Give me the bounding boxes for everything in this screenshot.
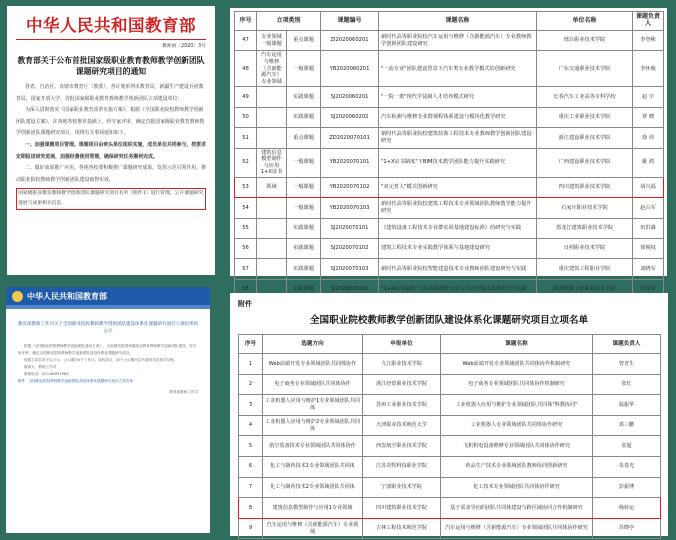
table-cell <box>257 239 287 259</box>
header-cell: 单位名称 <box>537 12 633 31</box>
table-cell: 55 <box>235 218 257 238</box>
table-cell: YB2020070101 <box>321 148 379 177</box>
table-cell: SJ2020070102 <box>321 239 379 259</box>
table-cell: 杨转运 <box>593 498 661 519</box>
notice-title: 教育部关于公布首批国家级职业教育教师教学创新团队课题研究项目的通知 <box>17 56 205 76</box>
header-cell: 课题名称 <box>441 335 593 354</box>
table-cell: ZI2020060201 <box>321 31 379 51</box>
table-cell: SJ2020070101 <box>321 218 379 238</box>
approval-list-panel <box>230 293 668 536</box>
table-cell: 胡兴福 <box>633 177 664 197</box>
table-cell: 工业机器人应用与维护2专业领域团队共同体 <box>263 415 363 436</box>
attachment-label: 附件 <box>238 300 252 308</box>
table-cell: 陕西铁路工程职业技术学院 <box>537 279 633 299</box>
notice-paragraph: 为深入贯彻落实《国家职业教育改革实施方案》，根据《全国职业院校教师教学创新团队建设方案》，在各地各校推荐基础上，经专家评审，确定首批国家级职业教育教师教学创新团队课题研究项目，现将有关事项通知如下。 <box>16 107 205 137</box>
table-cell: 张超 <box>593 436 661 457</box>
site-name: 中华人民共和国教育部 <box>27 291 107 301</box>
table-cell: 飞机机电设备维修专业领域团队共同体协作研究 <box>441 436 593 457</box>
project-table <box>234 11 664 300</box>
table-cell: SJ2020070201 <box>321 279 379 299</box>
header-cell: 选题方向 <box>263 335 363 354</box>
table-cell: 汽车运用与维修（含新能源汽车）专业领域团队共同体协作研究 <box>441 518 593 539</box>
table-row <box>235 218 664 238</box>
table-cell: ZD2020070101 <box>321 128 379 148</box>
table-row <box>235 31 664 51</box>
notice-paragraph: 二、做好成果推广应用。各地各校要积极推广课题研究成果，发挥示范引领作用，推动职业院校教师教学创新团队建设取得实效。 <box>16 165 206 183</box>
table-cell: 李怀俊 <box>633 51 664 87</box>
table-cell: 47 <box>235 31 257 51</box>
table-cell: SJ2020060201 <box>321 87 379 107</box>
table-cell: 日照职业技术学院 <box>537 239 633 259</box>
table-cell: 李登彬 <box>633 31 664 51</box>
table-cell: 一般课题 <box>287 177 321 197</box>
table-cell: 新时代高等职业院校建筑装饰工程技术专业教师教学创新团队建设研究 <box>379 128 537 148</box>
header-cell: 课题负责人 <box>633 12 664 31</box>
table-cell: "1+X证书制度"下的高职建筑专业人才培养模式改革研究与实践 <box>379 279 537 299</box>
table-row <box>239 374 661 395</box>
table-cell: 四川建筑职业技术学院 <box>537 177 633 197</box>
table-row <box>239 395 661 416</box>
table-cell: 邓三鹏 <box>593 415 661 436</box>
notice-paragraph: 一、加强课题项目管理。课题项目由牵头单位组织实施，成员单位共同参与，按要求定期报送研究进展，加强经费使用管理，确保研究任务顺利完成。 <box>16 141 206 160</box>
table-cell: 新时代高等职业院校汽车运用与维修（含新能源汽车）专业教师教学创新团队建设研究 <box>379 31 537 51</box>
table-cell: 8 <box>239 498 263 519</box>
table-cell: SJ2020060202 <box>321 107 379 127</box>
table-cell <box>257 128 287 148</box>
table-row <box>235 107 664 127</box>
table-row <box>239 498 661 519</box>
web-notice-paragraph: 根据《全国职业院校教师教学创新团队建设方案》，为加强首批国家级职业教育教师教学创新团队建设，经专家评审，确定全国职业院校教师教学创新团队建设体系化课题研究项目。 <box>18 344 197 355</box>
table-cell: 实践课题 <box>287 107 321 127</box>
table-cell: 重点课题 <box>287 128 321 148</box>
table-row <box>235 128 664 148</box>
table-cell: 温振华 <box>593 395 661 416</box>
table-cell: SJ2020070103 <box>321 259 379 279</box>
table-cell: 彭振博 <box>593 477 661 498</box>
table-cell: 田洪森 <box>633 218 664 238</box>
table-cell: 赵占军 <box>633 198 664 218</box>
table-cell: 姚 鸿 <box>633 148 664 177</box>
table-cell: 赵 宇 <box>633 87 664 107</box>
web-notice-signature: 教育部教师工作司 <box>169 390 198 394</box>
table-row <box>239 436 661 457</box>
web-notice-panel <box>6 287 210 533</box>
table-cell: 重庆工业职业技术学院 <box>537 107 633 127</box>
table-cell: 覃 晓 <box>633 107 664 127</box>
table-cell: 51 <box>235 128 257 148</box>
table-cell: 江苏农牧科技职业学院 <box>363 456 441 477</box>
highlighted-note: 国家级职业教育教师教学创新团队课题研究项目名单（附件1）进行管理。公开课题研究进展与成果相关信息。 <box>16 188 206 210</box>
table-cell: 电子商务专业领域团队共同体协作机制研究 <box>441 374 593 395</box>
table-cell: 石家庄职业技术学院 <box>537 198 633 218</box>
table-cell: 朱春光 <box>593 456 661 477</box>
table-cell: 建筑信息模型制作与应用1专业领域 <box>263 498 363 519</box>
table-cell: 天津职业技术师范大学 <box>363 415 441 436</box>
table-cell: 实践课题 <box>287 239 321 259</box>
table-cell: 苏晓亭 <box>593 518 661 539</box>
table-cell: "一院一策"现代学徒制人才培养模式研究 <box>379 87 537 107</box>
table-cell: 《建筑设备工程技术专业群实训基地建设标准》的研究与实践 <box>379 218 537 238</box>
table-cell: 领域 <box>257 177 287 197</box>
table-cell: 药品生产技术专业领域团队教师协同创新研究 <box>441 456 593 477</box>
table-cell: 专业领域一般课题 <box>257 31 287 51</box>
table-cell <box>257 87 287 107</box>
table-cell: 48 <box>235 51 257 87</box>
table-row <box>235 51 664 87</box>
header-cell: 申报单位 <box>363 335 441 354</box>
table-cell: 6 <box>239 456 263 477</box>
table-cell: 汽车检测与维修专业群课程体系建设与模块化教学研究 <box>379 107 537 127</box>
table-cell: 九江职业技术学院 <box>363 354 441 375</box>
table-cell: 49 <box>235 87 257 107</box>
web-notice-body <box>6 309 210 404</box>
table-cell: 化工技术专业领域团队共同体协作研究 <box>441 477 593 498</box>
project-table-panel <box>230 8 667 293</box>
table-cell: 广东交通职业技术学院 <box>537 51 633 87</box>
notice-paragraph: 各省、自治区、直辖市教育厅（教委），各计划单列市教育局，新疆生产建设兵团教育局，国家开放大学，首批国家级职业教育教师教学创新团队立项建设单位： <box>16 84 204 102</box>
table-cell: 50 <box>235 107 257 127</box>
table-cell: Web前端开发专业领域团队共同体协作机制研究 <box>441 354 593 375</box>
approval-list-title: 全国职业院校教师教学创新团队建设体系化课题研究项目立项名单 <box>309 315 589 326</box>
table-cell: 李林军 <box>633 279 664 299</box>
table-cell: 徐锡权 <box>633 239 664 259</box>
table-cell <box>257 198 287 218</box>
table-cell: 新时代高等职业院校智能建造技术专业教师团队建设研究与实践 <box>379 259 537 279</box>
table-header-row <box>239 335 661 354</box>
table-cell: YB2020060201 <box>321 51 379 87</box>
notice-document <box>7 6 215 275</box>
table-header-row <box>235 12 664 31</box>
table-cell: 1 <box>239 354 263 375</box>
table-cell: YB2020070103 <box>321 198 379 218</box>
table-cell: 实践课题 <box>287 259 321 279</box>
table-cell: 化工与制药技术2专业领域团队共同体 <box>263 477 363 498</box>
table-cell: 一般课题 <box>287 198 321 218</box>
table-cell: 58 <box>235 279 257 299</box>
table-cell: 汽车运用与维修（含新能源汽车）专业领域 <box>263 518 363 539</box>
table-cell: 刘晓军 <box>633 259 664 279</box>
table-cell: 徐 伟 <box>633 128 664 148</box>
table-cell: 9 <box>239 518 263 539</box>
table-cell <box>257 218 287 238</box>
table-cell: 化工与制药技术1专业领域团队共同体 <box>263 456 363 477</box>
table-cell: 广西建设职业技术学院 <box>537 148 633 177</box>
doc-number: 教师函〔2020〕3号 <box>161 44 206 49</box>
table-cell: 航空装备技术专业领域团队共同体协作 <box>263 436 363 457</box>
table-cell: 一般课题 <box>287 148 321 177</box>
portal-header-bar <box>6 287 210 305</box>
table-cell <box>257 259 287 279</box>
table-cell: 基于需求导向的团队共同体建设与跨区域协同合作机制研究 <box>441 498 593 519</box>
web-notice-title: 教育部教师工作司关于全国职业院校教师教学创新团队建设体系化课题研究项目立项结果的公示 <box>18 322 198 334</box>
attachment-link[interactable]: 附件：全国职业院校教师教学创新团队建设体系化课题研究项目立项名单 <box>18 379 133 383</box>
table-cell: 宁波职业技术学院 <box>363 477 441 498</box>
table-row <box>235 87 664 107</box>
table-cell: 新时代高等职业院校建筑工程技术专业领域团队教师教学能力提升研究 <box>379 198 537 218</box>
table-cell: "一流专业"团队建设背景下汽车类专业教学模式的创新研究 <box>379 51 537 87</box>
table-cell: 7 <box>239 477 263 498</box>
table-cell: 四川建筑职业技术学院 <box>363 498 441 519</box>
table-row <box>239 456 661 477</box>
header-cell: 立项类别 <box>257 12 321 31</box>
table-cell: YB2020070102 <box>321 177 379 197</box>
table-cell: 2 <box>239 374 263 395</box>
national-emblem-icon <box>12 291 23 302</box>
table-row <box>235 177 664 197</box>
table-cell: Web前端开发专业领域团队共同体协作 <box>263 354 363 375</box>
table-cell: 长春汽车工业高等专科学校 <box>537 87 633 107</box>
table-cell: 重庆建筑工程职业学院 <box>537 259 633 279</box>
table-cell: 57 <box>235 259 257 279</box>
table-cell: 53 <box>235 177 257 197</box>
table-row <box>235 259 664 279</box>
table-row <box>235 198 664 218</box>
web-notice-paragraph: 联系电话：010-66097963 <box>24 372 69 376</box>
table-cell: 4 <box>239 415 263 436</box>
table-cell: 工业机器人应用与维护1专业领域团队共同体 <box>263 395 363 416</box>
table-cell: 工业机器人专业领域团队共同体协作研究 <box>441 415 593 436</box>
table-cell: 建筑工程技术专业实践教学体系与基地建设研究 <box>379 239 537 259</box>
table-cell: 54 <box>235 198 257 218</box>
table-row <box>239 354 661 375</box>
notice-header: 中华人民共和国教育部 <box>26 16 196 35</box>
table-cell: 工业机器人应用与维护专业领域团队共同体"科教协同" <box>441 395 593 416</box>
table-cell: 实践课题 <box>287 87 321 107</box>
table-cell: 邢台职业技术学院 <box>537 31 633 51</box>
table-cell: 吉林工程技术师范学院 <box>363 518 441 539</box>
table-cell <box>257 107 287 127</box>
header-cell: 序号 <box>239 335 263 354</box>
header-cell: 序号 <box>235 12 257 31</box>
table-row <box>239 415 661 436</box>
table-cell: 浙江经贸职业技术学院 <box>363 374 441 395</box>
table-cell: 曾青生 <box>593 354 661 375</box>
table-cell: "双元育人"模式创新研究 <box>379 177 537 197</box>
table-cell: 56 <box>235 239 257 259</box>
table-cell: 浙江建设职业技术学院 <box>537 128 633 148</box>
table-cell: 苏州工业职业技术学院 <box>363 395 441 416</box>
table-cell: 3 <box>239 395 263 416</box>
approval-table <box>238 334 661 539</box>
header-cell: 课题负责人 <box>593 335 661 354</box>
web-notice-paragraph: 现将立项名单予以公示，公示期为5个工作日。如有异议，请于公示期内以书面形式向我司反映。 <box>24 358 178 362</box>
table-cell: 黑龙江建筑职业技术学院 <box>537 218 633 238</box>
table-cell: 建筑信息模型制作与应用1+X证书 <box>257 148 287 177</box>
table-row <box>235 239 664 259</box>
header-cell: 课题名称 <box>379 12 537 31</box>
table-cell: 52 <box>235 148 257 177</box>
table-cell: 电子商务专业领域团队共同体协作 <box>263 374 363 395</box>
table-row <box>235 148 664 177</box>
table-cell: 实践课题 <box>287 218 321 238</box>
table-cell: 重点课题 <box>287 31 321 51</box>
table-cell: "1+X证书制度"下BIM技术教学团队能力提升实践研究 <box>379 148 537 177</box>
header-rule <box>16 39 206 40</box>
web-notice-paragraph: 联系人：教师工作司 <box>24 365 57 369</box>
table-row <box>239 518 661 539</box>
table-cell: 张红 <box>593 374 661 395</box>
header-cell: 课题编号 <box>321 12 379 31</box>
table-cell: 西安航空职业技术学院 <box>363 436 441 457</box>
table-cell: 一般课题 <box>287 51 321 87</box>
table-cell: 5 <box>239 436 263 457</box>
table-cell: 汽车运用与维修（含新能源汽车）专业领域 <box>257 51 287 87</box>
table-row <box>239 477 661 498</box>
table-cell: 实践课题 <box>287 279 321 299</box>
